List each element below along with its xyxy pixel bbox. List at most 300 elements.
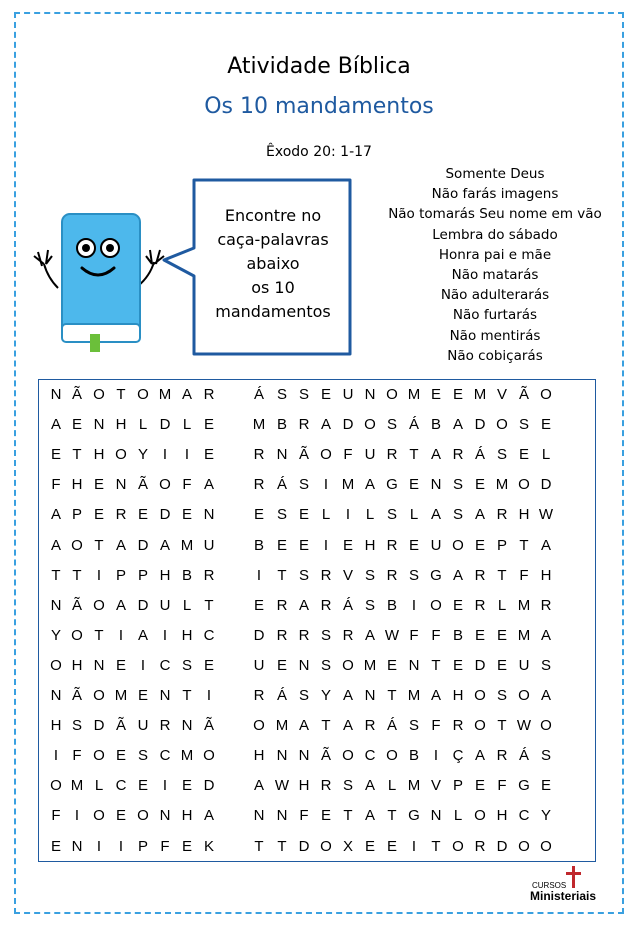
grid-letter: P [496,536,507,554]
grid-letter: N [50,687,62,704]
grid-letter: T [497,566,507,584]
grid-letter: H [364,536,376,554]
grid-letter: E [181,777,192,795]
speech-bubble-text [198,204,348,324]
grid-letter: E [408,536,419,554]
grid-letter: E [430,386,441,403]
grid-letter: A [298,596,309,614]
grid-letter: M [180,747,194,765]
grid-letter: A [430,446,441,464]
grid-letter: F [182,476,192,494]
grid-letter: N [276,446,288,464]
grid-letter: I [96,566,102,584]
grid-letter: Á [253,386,264,403]
grid-letter: C [518,807,530,825]
grid-letter: E [137,777,148,795]
grid-letter: T [277,837,287,855]
grid-letter: R [386,566,398,584]
grid-letter: P [137,566,148,584]
grid-letter: D [540,476,552,494]
word-list-item: Não mentirás [449,327,541,344]
grid-letter: G [518,777,530,795]
grid-letter: C [364,747,376,765]
grid-letter: A [430,506,441,524]
grid-letter: B [253,536,264,554]
grid-letter: P [452,777,463,795]
grid-letter: A [203,807,214,825]
grid-letter: T [204,596,214,614]
grid-letter: F [160,837,170,855]
grid-letter: Ã [298,446,309,464]
grid-letter: R [386,446,398,464]
grid-letter: F [519,566,529,584]
grid-row [39,807,595,838]
grid-letter: E [474,777,485,795]
grid-letter: O [496,416,508,434]
grid-letter: N [159,687,171,704]
grid-letter: N [181,717,193,735]
grid-letter: Y [50,626,61,644]
grid-letter: E [203,656,214,674]
grid-letter: U [364,446,376,464]
grid-letter: R [298,416,310,434]
grid-letter: R [452,717,464,735]
grid-letter: S [276,506,287,524]
grid-letter: O [474,807,486,825]
grid-letter: E [93,476,104,494]
grid-letter: S [342,777,353,795]
grid-row [39,597,595,628]
grid-letter: D [474,416,486,434]
grid-letter: T [343,807,353,825]
grid-letter: O [93,807,105,825]
grid-letter: H [50,717,62,735]
grid-letter: A [253,777,264,795]
grid-letter: S [181,656,192,674]
grid-letter: E [115,807,126,825]
grid-letter: H [93,446,105,464]
grid-letter: N [253,807,265,825]
grid-letter: F [343,446,353,464]
grid-letter: O [452,536,464,554]
grid-letter: E [452,386,463,403]
grid-letter: A [364,777,375,795]
grid-letter: D [474,656,486,674]
grid-letter: A [430,687,441,704]
grid-row [39,657,595,688]
grid-letter: E [115,656,126,674]
grid-letter: L [182,416,192,434]
grid-letter: S [298,687,309,704]
grid-letter: Á [276,476,287,494]
grid-letter: L [497,596,507,614]
grid-letter: R [276,626,288,644]
grid-letter: R [540,596,552,614]
grid-letter: L [541,446,551,464]
grid-letter: E [386,837,397,855]
grid-letter: Á [386,717,397,735]
bubble-line: abaixo [246,254,300,273]
grid-letter: H [540,566,552,584]
grid-letter: N [364,687,376,704]
grid-letter: M [517,626,531,644]
grid-letter: H [71,656,83,674]
word-list-item: Não matarás [451,267,539,284]
grid-letter: S [320,656,331,674]
cursos-ministeriais-logo [528,864,612,908]
grid-letter: M [70,777,84,795]
grid-letter: E [540,777,551,795]
grid-letter: E [386,656,397,674]
logo-line1: CURSOS [532,881,567,890]
grid-letter: E [474,536,485,554]
word-list-item: Lembra do sábado [432,226,558,243]
grid-letter: I [53,747,59,765]
grid-letter: M [473,386,487,403]
grid-letter: N [276,747,288,765]
grid-letter: Ã [115,717,126,735]
grid-letter: N [276,807,288,825]
grid-letter: L [138,416,148,434]
grid-letter: E [137,506,148,524]
grid-letter: I [184,446,190,464]
grid-letter: I [162,626,168,644]
grid-letter: L [409,506,419,524]
grid-letter: E [496,626,507,644]
grid-letter: P [115,566,126,584]
grid-letter: F [72,747,82,765]
grid-letter: E [181,837,192,855]
grid-letter: D [159,506,171,524]
grid-letter: M [363,656,377,674]
grid-letter: G [386,476,398,494]
grid-letter: D [253,626,265,644]
grid-letter: N [93,416,105,434]
grid-letter: H [518,506,530,524]
grid-letter: O [50,777,62,795]
grid-letter: Ã [137,476,148,494]
grid-letter: O [71,626,83,644]
grid-letter: C [159,747,171,765]
grid-letter: U [203,536,215,554]
grid-letter: O [50,656,62,674]
grid-letter: L [453,807,463,825]
activity-title: Atividade Bíblica [227,54,411,79]
grid-letter: L [182,596,192,614]
grid-row [39,567,595,598]
grid-letter: I [162,446,168,464]
grid-letter: A [159,536,170,554]
grid-letter: R [496,506,508,524]
grid-letter: N [364,386,376,403]
grid-letter: A [452,416,463,434]
grid-letter: S [298,566,309,584]
bubble-line: mandamentos [215,302,331,321]
grid-letter: E [408,476,419,494]
grid-letter: O [540,717,552,735]
grid-letter: S [298,386,309,403]
grid-letter: O [452,837,464,855]
grid-letter: R [253,687,265,704]
word-search-grid [38,379,596,862]
grid-letter: E [50,446,61,464]
grid-letter: R [452,446,464,464]
grid-letter: R [115,506,127,524]
grid-letter: I [206,687,212,704]
grid-letter: I [345,506,351,524]
grid-letter: O [342,656,354,674]
logo-line2: Ministeriais [530,889,597,903]
grid-letter: M [275,717,289,735]
grid-letter: I [96,837,102,855]
grid-letter: W [384,626,400,644]
grid-letter: M [158,386,172,403]
grid-letter: E [496,656,507,674]
grid-letter: V [496,386,507,403]
grid-letter: N [408,656,420,674]
grid-letter: F [409,626,419,644]
grid-letter: I [118,626,124,644]
grid-letter: U [430,536,442,554]
grid-letter: E [342,536,353,554]
grid-letter: E [203,446,214,464]
grid-letter: T [51,566,61,584]
grid-letter: T [409,446,419,464]
grid-letter: A [540,626,551,644]
grid-letter: D [298,837,310,855]
grid-letter: E [137,687,148,704]
grid-letter: K [203,837,214,855]
grid-letter: D [342,416,354,434]
grid-letter: A [298,717,309,735]
grid-letter: N [159,807,171,825]
grid-letter: D [137,536,149,554]
grid-letter: T [497,717,507,735]
grid-letter: N [298,747,310,765]
grid-letter: Á [276,687,287,704]
grid-letter: X [342,837,353,855]
grid-letter: M [517,596,531,614]
grid-letter: O [203,747,215,765]
grid-letter: E [518,446,529,464]
word-list-item: Não cobiçarás [447,347,543,364]
grid-letter: O [320,446,332,464]
grid-letter: A [50,536,61,554]
grid-letter: A [115,596,126,614]
grid-letter: I [323,476,329,494]
grid-letter: L [387,777,397,795]
grid-letter: S [364,566,375,584]
grid-letter: R [364,717,376,735]
grid-letter: A [452,566,463,584]
grid-letter: G [430,566,442,584]
grid-letter: E [253,506,264,524]
grid-letter: O [320,837,332,855]
grid-letter: E [276,656,287,674]
grid-letter: I [323,536,329,554]
grid-row [39,446,595,477]
grid-letter: O [93,747,105,765]
grid-letter: S [452,506,463,524]
grid-letter: W [516,717,532,735]
grid-letter: H [71,476,83,494]
grid-letter: E [320,386,331,403]
grid-letter: O [93,687,105,704]
grid-letter: A [137,626,148,644]
grid-letter: M [407,777,421,795]
grid-letter: D [93,717,105,735]
grid-letter: I [411,837,417,855]
grid-letter: I [256,566,262,584]
grid-letter: O [364,416,376,434]
grid-letter: N [50,596,62,614]
grid-letter: S [364,596,375,614]
grid-letter: F [431,626,441,644]
grid-row [39,506,595,537]
grid-letter: E [298,506,309,524]
grid-letter: Y [540,807,551,825]
grid-letter: M [495,476,509,494]
grid-letter: T [431,656,441,674]
grid-letter: W [538,506,554,524]
grid-letter: E [474,626,485,644]
grid-letter: Ã [71,596,82,614]
grid-letter: S [540,747,551,765]
grid-letter: R [253,446,265,464]
grid-letter: E [320,807,331,825]
grid-letter: Y [320,687,331,704]
grid-letter: H [181,626,193,644]
grid-letter: A [50,416,61,434]
grid-letter: H [496,807,508,825]
grid-letter: M [252,416,266,434]
grid-letter: O [71,536,83,554]
grid-row [39,476,595,507]
grid-letter: A [540,687,551,704]
grid-letter: H [181,807,193,825]
word-list-item: Somente Deus [445,166,545,182]
grid-letter: O [386,747,398,765]
grid-letter: S [496,446,507,464]
grid-row [39,838,595,869]
grid-letter: Á [408,416,419,434]
grid-letter: O [540,386,552,403]
grid-letter: B [276,416,287,434]
grid-letter: C [203,626,215,644]
grid-letter: T [277,566,287,584]
grid-letter: A [342,687,353,704]
grid-letter: E [253,596,264,614]
grid-letter: M [407,687,421,704]
grid-letter: T [387,687,397,704]
grid-letter: S [137,747,148,765]
grid-letter: N [430,807,442,825]
grid-letter: O [137,386,149,403]
grid-letter: T [254,837,264,855]
grid-letter: A [364,626,375,644]
grid-letter: E [115,747,126,765]
grid-letter: S [496,687,507,704]
grid-letter: F [431,717,441,735]
grid-letter: W [274,777,290,795]
grid-letter: N [71,837,83,855]
grid-letter: T [94,626,104,644]
grid-letter: T [182,687,192,704]
grid-letter: C [159,656,171,674]
grid-row [39,416,595,447]
bubble-line: os 10 [251,278,295,297]
grid-letter: R [474,566,486,584]
grid-letter: E [203,416,214,434]
grid-letter: U [518,656,530,674]
grid-letter: S [518,416,529,434]
grid-letter: S [276,386,287,403]
grid-letter: B [430,416,441,434]
grid-letter: O [137,807,149,825]
grid-letter: E [71,416,82,434]
grid-letter: A [320,416,331,434]
grid-letter: B [181,566,192,584]
grid-letter: N [203,506,215,524]
grid-letter: E [50,837,61,855]
grid-letter: I [74,807,80,825]
word-list-item: Honra pai e mãe [438,246,552,263]
grid-letter: A [474,747,485,765]
bible-reference: Êxodo 20: 1-17 [266,144,372,160]
grid-letter: D [137,596,149,614]
grid-letter: O [518,687,530,704]
grid-letter: A [364,476,375,494]
grid-letter: A [203,476,214,494]
grid-letter: T [72,566,82,584]
grid-letter: P [71,506,82,524]
grid-letter: A [364,807,375,825]
grid-letter: L [365,506,375,524]
grid-letter: Ã [71,386,82,403]
grid-letter: F [51,476,61,494]
grid-letter: Ã [518,386,529,403]
grid-letter: D [159,416,171,434]
grid-letter: S [386,416,397,434]
grid-letter: M [114,687,128,704]
grid-letter: H [298,777,310,795]
grid-letter: A [342,717,353,735]
grid-letter: R [342,626,354,644]
grid-letter: M [407,386,421,403]
grid-letter: N [93,656,105,674]
grid-letter: O [342,747,354,765]
grid-letter: R [276,596,288,614]
grid-letter: S [408,717,419,735]
grid-letter: E [540,416,551,434]
grid-letter: T [116,386,126,403]
grid-letter: Á [474,446,485,464]
grid-letter: Ã [71,687,82,704]
grid-letter: B [386,596,397,614]
grid-letter: E [93,506,104,524]
grid-letter: V [430,777,441,795]
grid-letter: R [320,777,332,795]
grid-letter: V [342,566,353,584]
grid-letter: L [321,506,331,524]
grid-letter: H [159,566,171,584]
grid-letter: A [50,506,61,524]
grid-letter: Ç [452,747,464,765]
grid-letter: P [137,837,148,855]
grid-letter: S [452,476,463,494]
grid-letter: M [180,536,194,554]
grid-letter: I [118,837,124,855]
